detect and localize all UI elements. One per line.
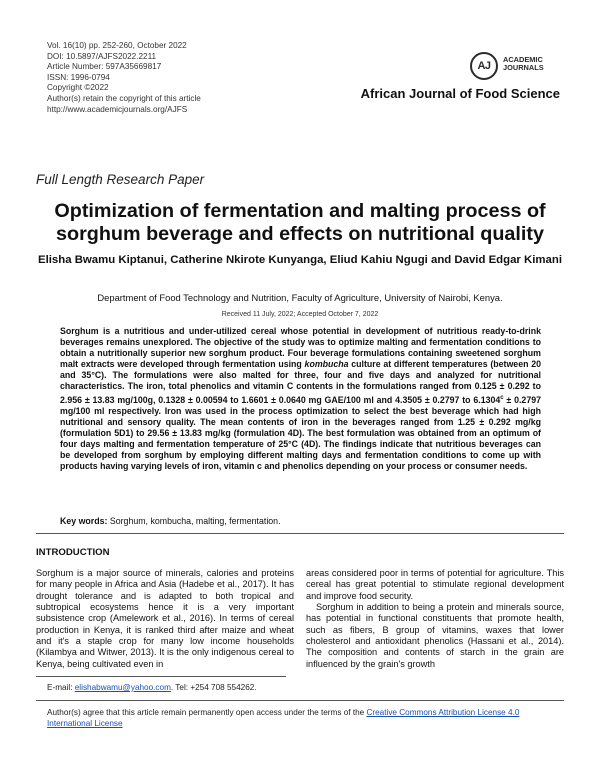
abstract-superscript: c (500, 394, 504, 401)
paragraph: Sorghum is a major source of minerals, calories and proteins for many people in Africa and Asia (Hadebe et al., 2017). It has drought tolerance and is adapted to both tropical and subtropical ecosystems hence it is a very important subsistence crop (Amelework et al., 2016). In terms of cereal production in Kenya, it is ranked third after maize and wheat and it's a staple crop for many low income households (Kilambya and Witwer, 2013). It is the only indigenous cereal to Kenya, being cultivated even in (36, 568, 294, 669)
footnote-divider (36, 676, 286, 677)
body-column-right (306, 568, 564, 670)
copyright-line: Copyright ©2022 (47, 83, 109, 93)
logo-mark: AJ (477, 60, 491, 72)
academic-journals-logo (470, 52, 560, 82)
corresponding-email (47, 683, 257, 692)
received-accepted-dates: Received 11 July, 2022; Accepted October 7, 2022 (221, 311, 379, 318)
article-metadata (47, 41, 201, 115)
article-number-line: Article Number: 597A35669817 (47, 62, 162, 72)
license-link[interactable]: Creative Commons Attribution License 4.0 International License (47, 708, 520, 728)
keywords (60, 516, 541, 526)
logo-text (503, 56, 544, 72)
abstract-italic: kombucha (304, 359, 349, 370)
telephone: . Tel: +254 708 554262. (170, 683, 257, 692)
footer-divider (36, 700, 564, 701)
body-column-left (36, 568, 294, 670)
journal-url-line: http://www.academicjournals.org/AJFS (47, 104, 188, 114)
article-title: Optimization of fermentation and malting process of sorghum beverage and effects on nutritional quality (54, 200, 546, 245)
retain-copyright-line: Author(s) retain the copyright of this article (47, 93, 201, 103)
doi-line: DOI: 10.5897/AJFS2022.2211 (47, 51, 157, 61)
paper-type: Full Length Research Paper (36, 172, 205, 187)
license-note (47, 708, 562, 730)
keywords-list: Sorghum, kombucha, malting, fermentation. (107, 516, 281, 526)
affiliation: Department of Food Technology and Nutrition, Faculty of Agriculture, University of Nairobi, Kenya. (97, 292, 503, 303)
journal-name: African Journal of Food Science (360, 86, 560, 101)
paragraph: areas considered poor in terms of potential for agriculture. This cereal has great potential to stimulate regional development and improve food security. (306, 568, 564, 601)
logo-line-1: ACADEMIC (503, 55, 543, 64)
aj-logo-icon (470, 52, 498, 80)
license-text: Author(s) agree that this article remain permanently open access under the terms of the (47, 708, 367, 717)
keywords-label: Key words: (60, 516, 108, 526)
section-heading: INTRODUCTION (36, 547, 110, 558)
issn-line: ISSN: 1996-0794 (47, 72, 110, 82)
abstract-text-1: Sorghum is a nutritious and under-utilized cereal whose potential in development of nutritious ready-to-drink beverages remains unexplored. The objective of the study was to optimize malting and fermentation conditions to obtain a nutritionally superior new sorghum product. Four beverage formulations containing sweetened sorghum malt extracts were developed through fermentation using (60, 326, 541, 370)
divider (36, 533, 564, 534)
author-list: Elisha Bwamu Kiptanui, Catherine Nkirote Kunyanga, Eliud Kahiu Ngugi and David Edgar Kimani (37, 254, 563, 266)
paragraph: Sorghum in addition to being a protein and minerals source, has potential in functional constituents that promote health, such as fibers, B group of vitamins, waxes that lower cholesterol and antioxidant phenolics (Hassani et al., 2014). The composition and contents of starch in the grain are influenced by the grain's growth (306, 602, 564, 669)
email-link[interactable]: elishabwamu@yahoo.com (74, 683, 171, 692)
abstract-text-2: culture at different temperatures (between 20 and 35°C). The formulations were also malted for three, four and five days and analyzed for nutritional characteristics. The iron, total phenolics and vitamin C contents in the formulations ranged from 0.125 ± 0.292 to 2.956 ± 13.83 mg/100g, 0.1328 ± 0.00594 to 1.6601 ± 0.0640 mg GAE/100 ml and 4.3505 ± 0.2797 to 6.1304 (60, 359, 541, 405)
email-prefix: E-mail: (47, 683, 75, 692)
abstract (60, 326, 541, 472)
abstract-text-3: ± 0.2797 mg/100 ml respectively. Iron was used in the process optimization to select the best beverage which had high nutritional and sensory quality. The mean contents of iron in the beverages ranged from 1.25 ± 0.292 mg/kg (formulation 5D1) to 29.56 ± 13.83 mg/kg (formulation 4D). The best formulation was obtained from an optimum of four days malting and fermentation temperature of 25°C (4D). The findings indicate that nutritious beverages can be developed from sorghum by employing different malting days and fermentation conditions to come up with products having varying levels of iron, vitamin c and phenolics depending on your process or consumer needs. (60, 394, 541, 472)
volume-line: Vol. 16(10) pp. 252-260, October 2022 (47, 41, 187, 50)
logo-line-2: JOURNALS (503, 63, 544, 72)
